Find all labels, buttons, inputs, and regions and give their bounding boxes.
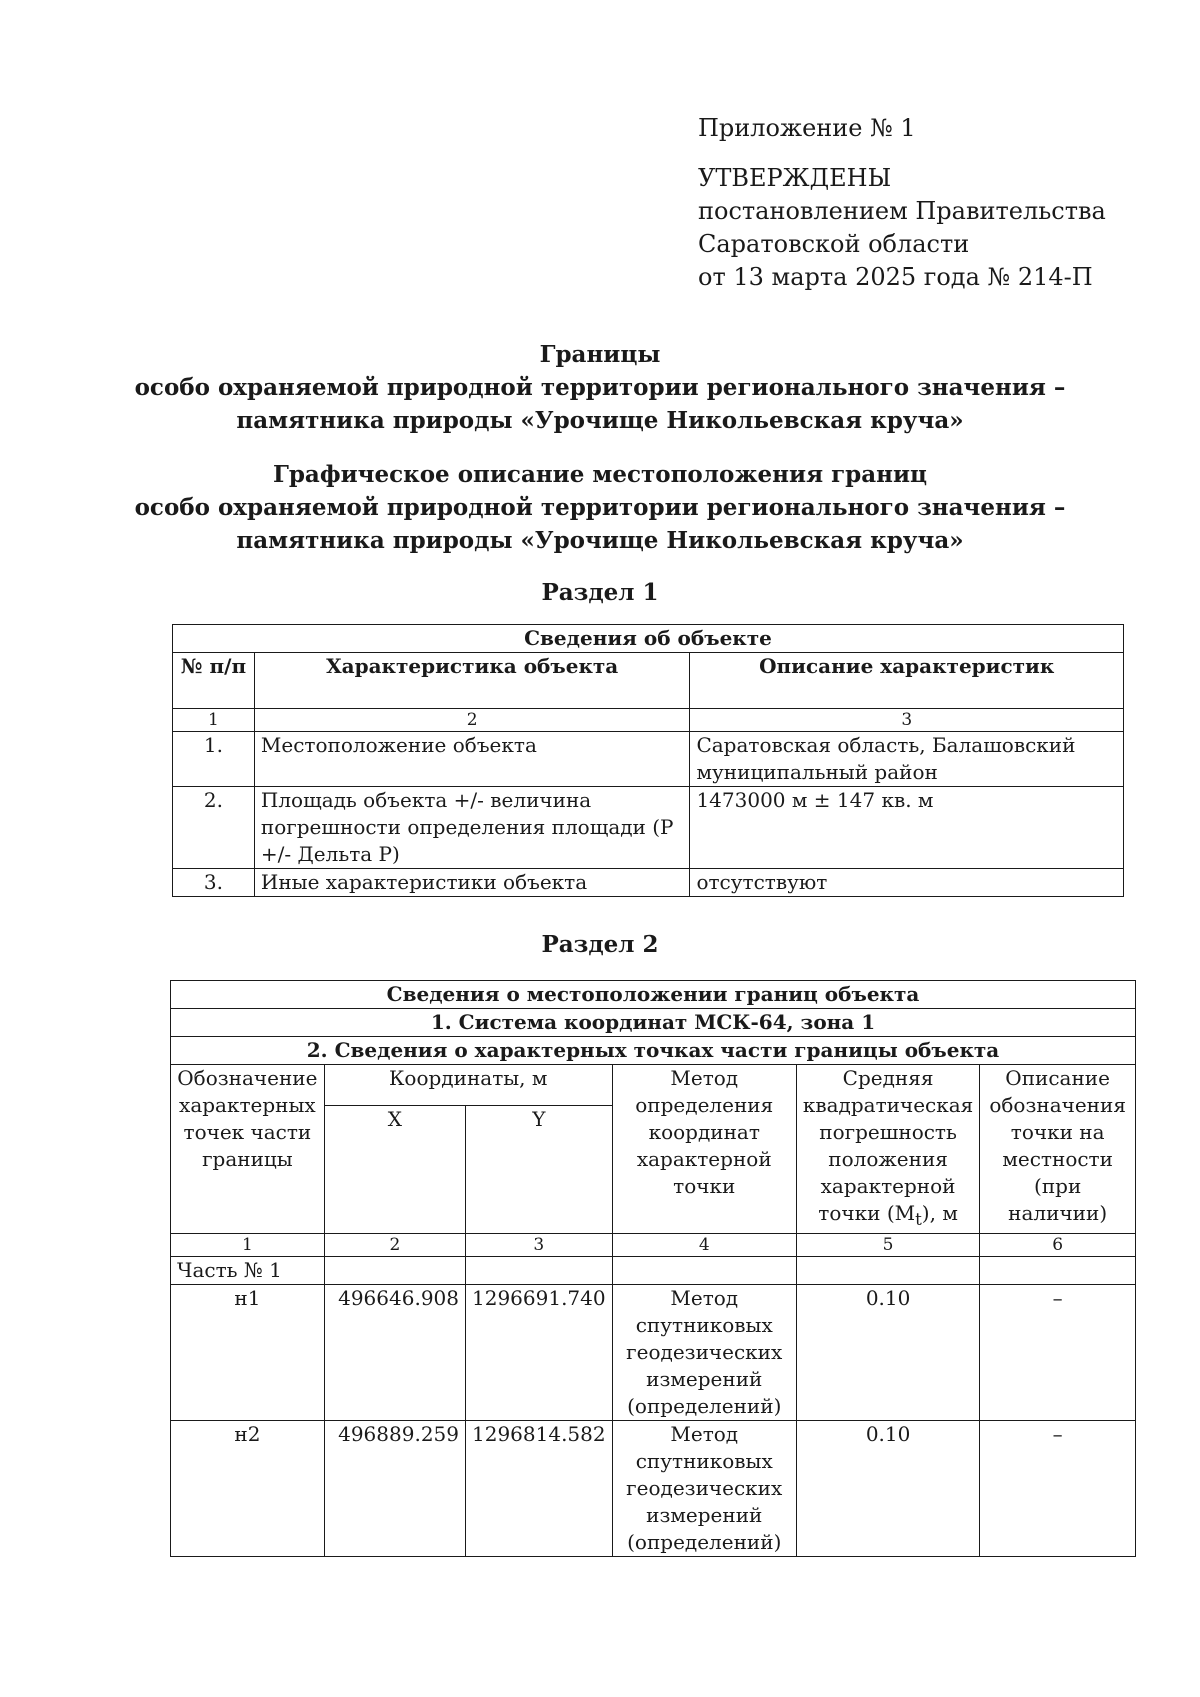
col-header-y: Y	[466, 1106, 613, 1234]
col-number: 5	[796, 1234, 979, 1257]
col-header-error	[796, 1065, 979, 1234]
point-method: Метод спутниковых геодезических измерений (определений)	[612, 1285, 796, 1421]
appendix-label: Приложение № 1	[698, 114, 916, 142]
empty-cell	[324, 1257, 465, 1285]
row-description: 1473000 м ± 147 кв. м	[690, 787, 1124, 869]
empty-cell	[980, 1257, 1136, 1285]
col-header-method: Метод определения координат характерной точки	[612, 1065, 796, 1234]
table-row	[173, 869, 1124, 897]
empty-cell	[796, 1257, 979, 1285]
col-header-num: № п/п	[173, 653, 255, 709]
table-row	[173, 732, 1124, 787]
point-name: н2	[171, 1421, 325, 1557]
part-label: Часть № 1	[171, 1257, 325, 1285]
col-number: 4	[612, 1234, 796, 1257]
row-characteristic: Иные характеристики объекта	[254, 869, 690, 897]
object-info-table	[172, 624, 1124, 897]
table-row	[171, 1285, 1136, 1421]
col-number: 1	[173, 709, 255, 732]
empty-cell	[612, 1257, 796, 1285]
document-title	[0, 338, 1200, 437]
approval-line: постановлением Правительства	[698, 197, 1106, 225]
point-x: 496646.908	[324, 1285, 465, 1421]
section2-title: Раздел 2	[541, 931, 659, 958]
point-method: Метод спутниковых геодезических измерений (определений)	[612, 1421, 796, 1557]
approval-block	[698, 162, 1106, 294]
row-description: Саратовская область, Балашовский муниципальный район	[690, 732, 1124, 787]
col-header-x: X	[324, 1106, 465, 1234]
row-description: отсутствуют	[690, 869, 1124, 897]
point-y: 1296814.582	[466, 1421, 613, 1557]
col-header-designation: Обозначение характерных точек части границы	[171, 1065, 325, 1234]
error-header-tail: ), м	[921, 1201, 958, 1225]
empty-cell	[466, 1257, 613, 1285]
col-number: 1	[171, 1234, 325, 1257]
approval-line: от 13 марта 2025 года № 214-П	[698, 263, 1093, 291]
point-name: н1	[171, 1285, 325, 1421]
table-row	[173, 787, 1124, 869]
col-number: 2	[324, 1234, 465, 1257]
title-line: Границы	[539, 341, 661, 368]
section1-title: Раздел 1	[541, 579, 659, 606]
approved-label: УТВЕРЖДЕНЫ	[698, 164, 892, 192]
col-number: 3	[466, 1234, 613, 1257]
subtitle-line: Графическое описание местоположения границ	[272, 461, 928, 488]
point-description: –	[980, 1421, 1136, 1557]
table-title: Сведения о местоположении границ объекта	[171, 981, 1136, 1009]
document-subtitle	[0, 458, 1200, 557]
subtitle-line: памятника природы «Урочище Никольевская круча»	[236, 527, 964, 554]
table-title: Сведения об объекте	[173, 625, 1124, 653]
col-number: 3	[690, 709, 1124, 732]
row-num: 1.	[173, 732, 255, 787]
col-number: 6	[980, 1234, 1136, 1257]
row-characteristic: Площадь объекта +/- величина погрешности определения площади (Р +/- Дельта Р)	[254, 787, 690, 869]
point-x: 496889.259	[324, 1421, 465, 1557]
col-header-coordinates: Координаты, м	[324, 1065, 612, 1106]
col-header-description: Описание характеристик	[690, 653, 1124, 709]
col-header-characteristic: Характеристика объекта	[254, 653, 690, 709]
point-description: –	[980, 1285, 1136, 1421]
row-num: 2.	[173, 787, 255, 869]
row-num: 3.	[173, 869, 255, 897]
approval-line: Саратовской области	[698, 230, 970, 258]
table-row	[171, 1421, 1136, 1557]
point-error: 0.10	[796, 1285, 979, 1421]
points-title: 2. Сведения о характерных точках части границы объекта	[171, 1037, 1136, 1065]
col-number: 2	[254, 709, 690, 732]
point-y: 1296691.740	[466, 1285, 613, 1421]
col-header-point-description: Описание обозначения точки на местности (при наличии)	[980, 1065, 1136, 1234]
title-line: особо охраняемой природной территории регионального значения –	[134, 374, 1066, 401]
point-error: 0.10	[796, 1421, 979, 1557]
error-header-text: Средняя квадратическая погрешность положения характерной точки (M	[802, 1066, 974, 1225]
row-characteristic: Местоположение объекта	[254, 732, 690, 787]
coord-system: 1. Система координат МСК-64, зона 1	[171, 1009, 1136, 1037]
subtitle-line: особо охраняемой природной территории регионального значения –	[134, 494, 1066, 521]
boundary-points-table	[170, 980, 1136, 1557]
error-header-sub: t	[915, 1210, 922, 1229]
title-line: памятника природы «Урочище Никольевская круча»	[236, 407, 964, 434]
